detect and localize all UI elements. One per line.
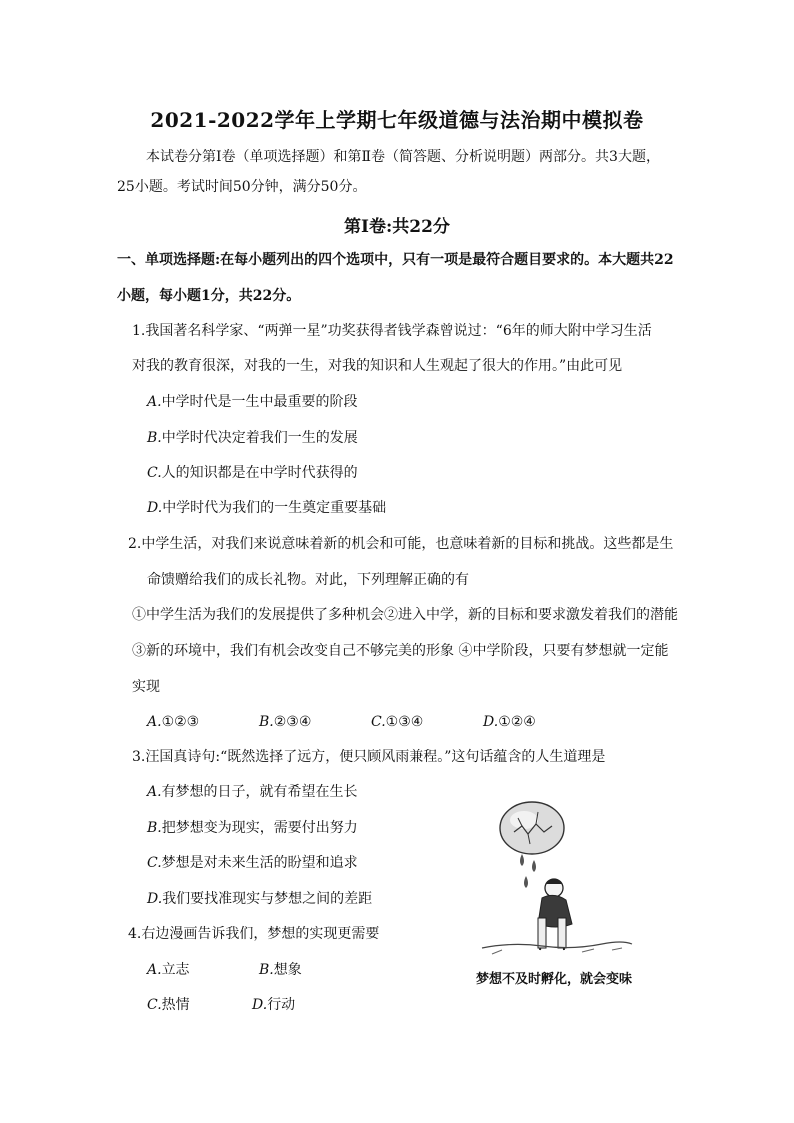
q2-option-d: D.①②④: [483, 714, 536, 730]
q1-option-d: D.中学时代为我们的一生奠定重要基础: [147, 500, 387, 516]
cracked-egg-icon: [500, 802, 564, 854]
cartoon-illustration: [462, 790, 646, 972]
q4-option-c: C.热情: [147, 997, 190, 1013]
q1-option-a: A.中学时代是一生中最重要的阶段: [147, 394, 358, 410]
q3-option-d: D.我们要找准现实与梦想之间的差距: [147, 891, 373, 907]
q4-option-a: A.立志: [147, 962, 190, 978]
part-one-line-1: 一、单项选择题:在每小题列出的四个选项中，只有一项是最符合题目要求的。本大题共22: [117, 252, 674, 268]
ground-line: [482, 942, 632, 948]
q2-option-c: C.①③④: [371, 714, 424, 730]
q4-option-d: D.行动: [252, 997, 296, 1013]
q1-line-1: 1.我国著名科学家、“两弹一星”功奖获得者钱学森曾说过：“6年的师大附中学习生活: [132, 323, 652, 339]
intro-line-1: 本试卷分第Ⅰ卷（单项选择题）和第Ⅱ卷（简答题、分析说明题）两部分。共3大题，: [146, 149, 660, 165]
q1-line-2: 对我的教育很深，对我的一生，对我的知识和人生观起了很大的作用。”由此可见: [132, 358, 623, 374]
q2-line-3: ①中学生活为我们的发展提供了多种机会②进入中学，新的目标和要求激发着我们的潜能: [132, 607, 678, 623]
part-one-line-2: 小题，每小题1分，共22分。: [117, 288, 301, 304]
cartoon-caption: 梦想不及时孵化，就会变味: [475, 972, 632, 987]
section-title: 第Ⅰ卷:共22分: [344, 217, 450, 237]
q3-line-1: 3.汪国真诗句:“既然选择了远方，便只顾风雨兼程。”这句话蕴含的人生道理是: [132, 749, 606, 765]
q2-line-5: 实现: [132, 679, 160, 695]
q1-option-b: B.中学时代决定着我们一生的发展: [147, 430, 358, 446]
q2-line-4: ③新的环境中，我们有机会改变自己不够完美的形象 ④中学阶段，只要有梦想就一定能: [132, 643, 669, 659]
q4-line-1: 4.右边漫画告诉我们，梦想的实现更需要: [128, 926, 380, 942]
q2-option-b: B.②③④: [259, 714, 312, 730]
sitting-figure: [538, 879, 572, 950]
q1-option-c: C.人的知识都是在中学时代获得的: [147, 465, 358, 481]
intro-line-2: 25小题。考试时间50分钟，满分50分。: [117, 179, 367, 195]
q4-option-b: B.想象: [259, 962, 302, 978]
exam-title: 2021-2022学年上学期七年级道德与法治期中模拟卷: [150, 108, 644, 132]
drip-drops: [520, 854, 536, 888]
q3-option-a: A.有梦想的日子，就有希望在生长: [147, 784, 358, 800]
q2-line-2: 命馈赠给我们的成长礼物。对此，下列理解正确的有: [147, 572, 469, 588]
q3-option-c: C.梦想是对未来生活的盼望和追求: [147, 855, 358, 871]
q2-line-1: 2.中学生活，对我们来说意味着新的机会和可能，也意味着新的目标和挑战。这些都是生: [128, 536, 674, 552]
q3-option-b: B.把梦想变为现实，需要付出努力: [147, 820, 358, 836]
q2-option-a: A.①②③: [147, 714, 200, 730]
